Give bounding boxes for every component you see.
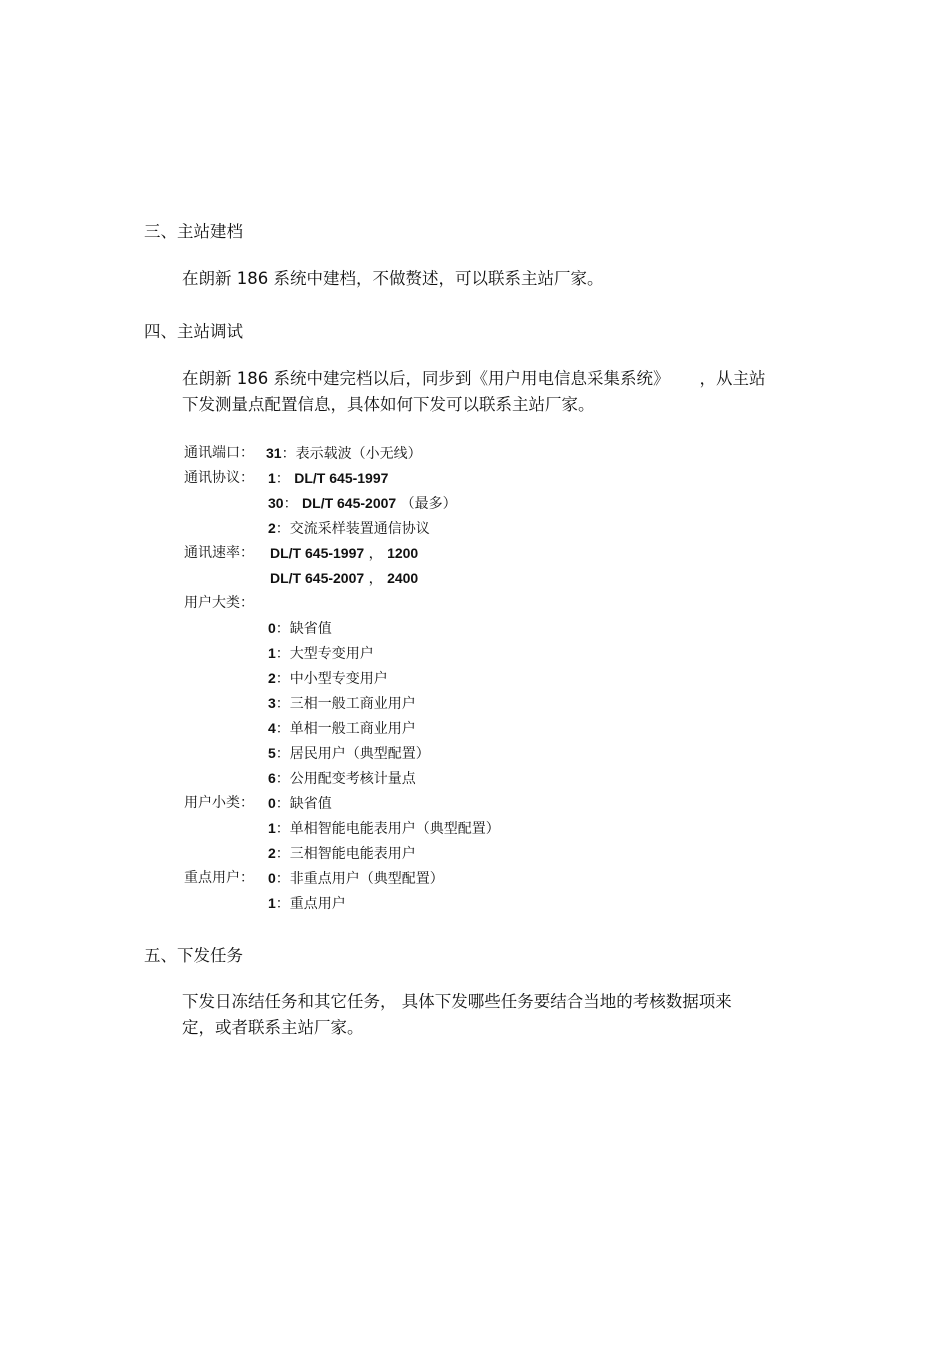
- config-row-big-class: 5：居民用户（典型配置）: [268, 745, 430, 762]
- config-row-big-class: 3：三相一般工商业用户: [268, 695, 416, 712]
- rate-std: DL/T 645-2007: [270, 570, 365, 586]
- section-3-paragraph: 在朗新 186 系统中建档，不做赘述，可以联系主站厂家。: [182, 269, 604, 288]
- section-4-paragraph: [182, 366, 765, 418]
- config-row-rate: DL/T 645-2007 ， 2400: [270, 570, 419, 587]
- section-5-heading: 五、下发任务: [144, 946, 243, 965]
- config-row-key-user: 重点用户： 0：非重点用户（典型配置）: [182, 866, 782, 891]
- config-row-big-class: 0：缺省值: [268, 620, 332, 637]
- small-class-label: 用户小类：: [184, 795, 254, 811]
- rate-baud: 2400: [387, 570, 419, 586]
- protocol-std: DL/T 645-1997: [294, 470, 389, 486]
- protocol-std: DL/T 645-2007: [302, 495, 397, 511]
- config-row-protocol: 2：交流采样装置通信协议: [268, 520, 430, 537]
- protocol-label: 通讯协议：: [184, 470, 254, 486]
- protocol-code: 30: [268, 495, 284, 511]
- section-4-line2: 下发测量点配置信息，具体如何下发可以联系主站厂家。: [182, 395, 595, 414]
- config-row-big-class: 4：单相一般工商业用户: [268, 720, 416, 737]
- config-row-big-class: [182, 591, 782, 616]
- config-row-small-class: 1：单相智能电能表用户（典型配置）: [268, 820, 500, 837]
- config-row-port: [182, 441, 782, 466]
- section-5-line1: 下发日冻结任务和其它任务， 具体下发哪些任务要结合当地的考核数据项来: [182, 992, 732, 1011]
- rate-baud: 1200: [387, 545, 419, 561]
- section-5-paragraph: [182, 989, 732, 1041]
- section-5-line2: 定，或者联系主站厂家。: [182, 1018, 364, 1037]
- big-class-label: 用户大类：: [184, 595, 254, 611]
- key-user-label: 重点用户：: [184, 870, 254, 886]
- config-row-protocol: 30： DL/T 645-2007 （最多）: [268, 495, 457, 512]
- port-text: ：表示载波（小无线）: [281, 446, 422, 462]
- config-row-big-class: 6：公用配变考核计量点: [268, 770, 416, 787]
- config-row-small-class: 用户小类： 0：缺省值: [182, 791, 782, 816]
- port-label: 通讯端口：: [184, 445, 254, 461]
- rate-std: DL/T 645-1997: [270, 545, 365, 561]
- config-table: [182, 441, 782, 916]
- section-3-heading: 三、主站建档: [144, 222, 243, 241]
- config-row-rate: 通讯速率： DL/T 645-1997 ， 1200: [182, 541, 782, 566]
- section-4-line1a: 在朗新 186 系统中建完档以后，同步到《用户用电信息采集系统》: [182, 369, 670, 388]
- config-row-protocol: 通讯协议： 1： DL/T 645-1997: [182, 466, 782, 491]
- port-code: 31: [266, 445, 282, 461]
- config-row-small-class: 2：三相智能电能表用户: [268, 845, 416, 862]
- config-row-big-class: 2：中小型专变用户: [268, 670, 388, 687]
- protocol-code: 1: [268, 470, 276, 486]
- protocol-note: （最多）: [400, 496, 457, 512]
- section-4-line1b: ，从主站: [699, 369, 766, 388]
- section-4-heading: 四、主站调试: [144, 322, 243, 341]
- rate-label: 通讯速率：: [184, 545, 254, 561]
- protocol-code: 2: [268, 520, 276, 536]
- config-row-key-user: 1：重点用户: [268, 895, 346, 912]
- config-row-big-class: 1：大型专变用户: [268, 645, 374, 662]
